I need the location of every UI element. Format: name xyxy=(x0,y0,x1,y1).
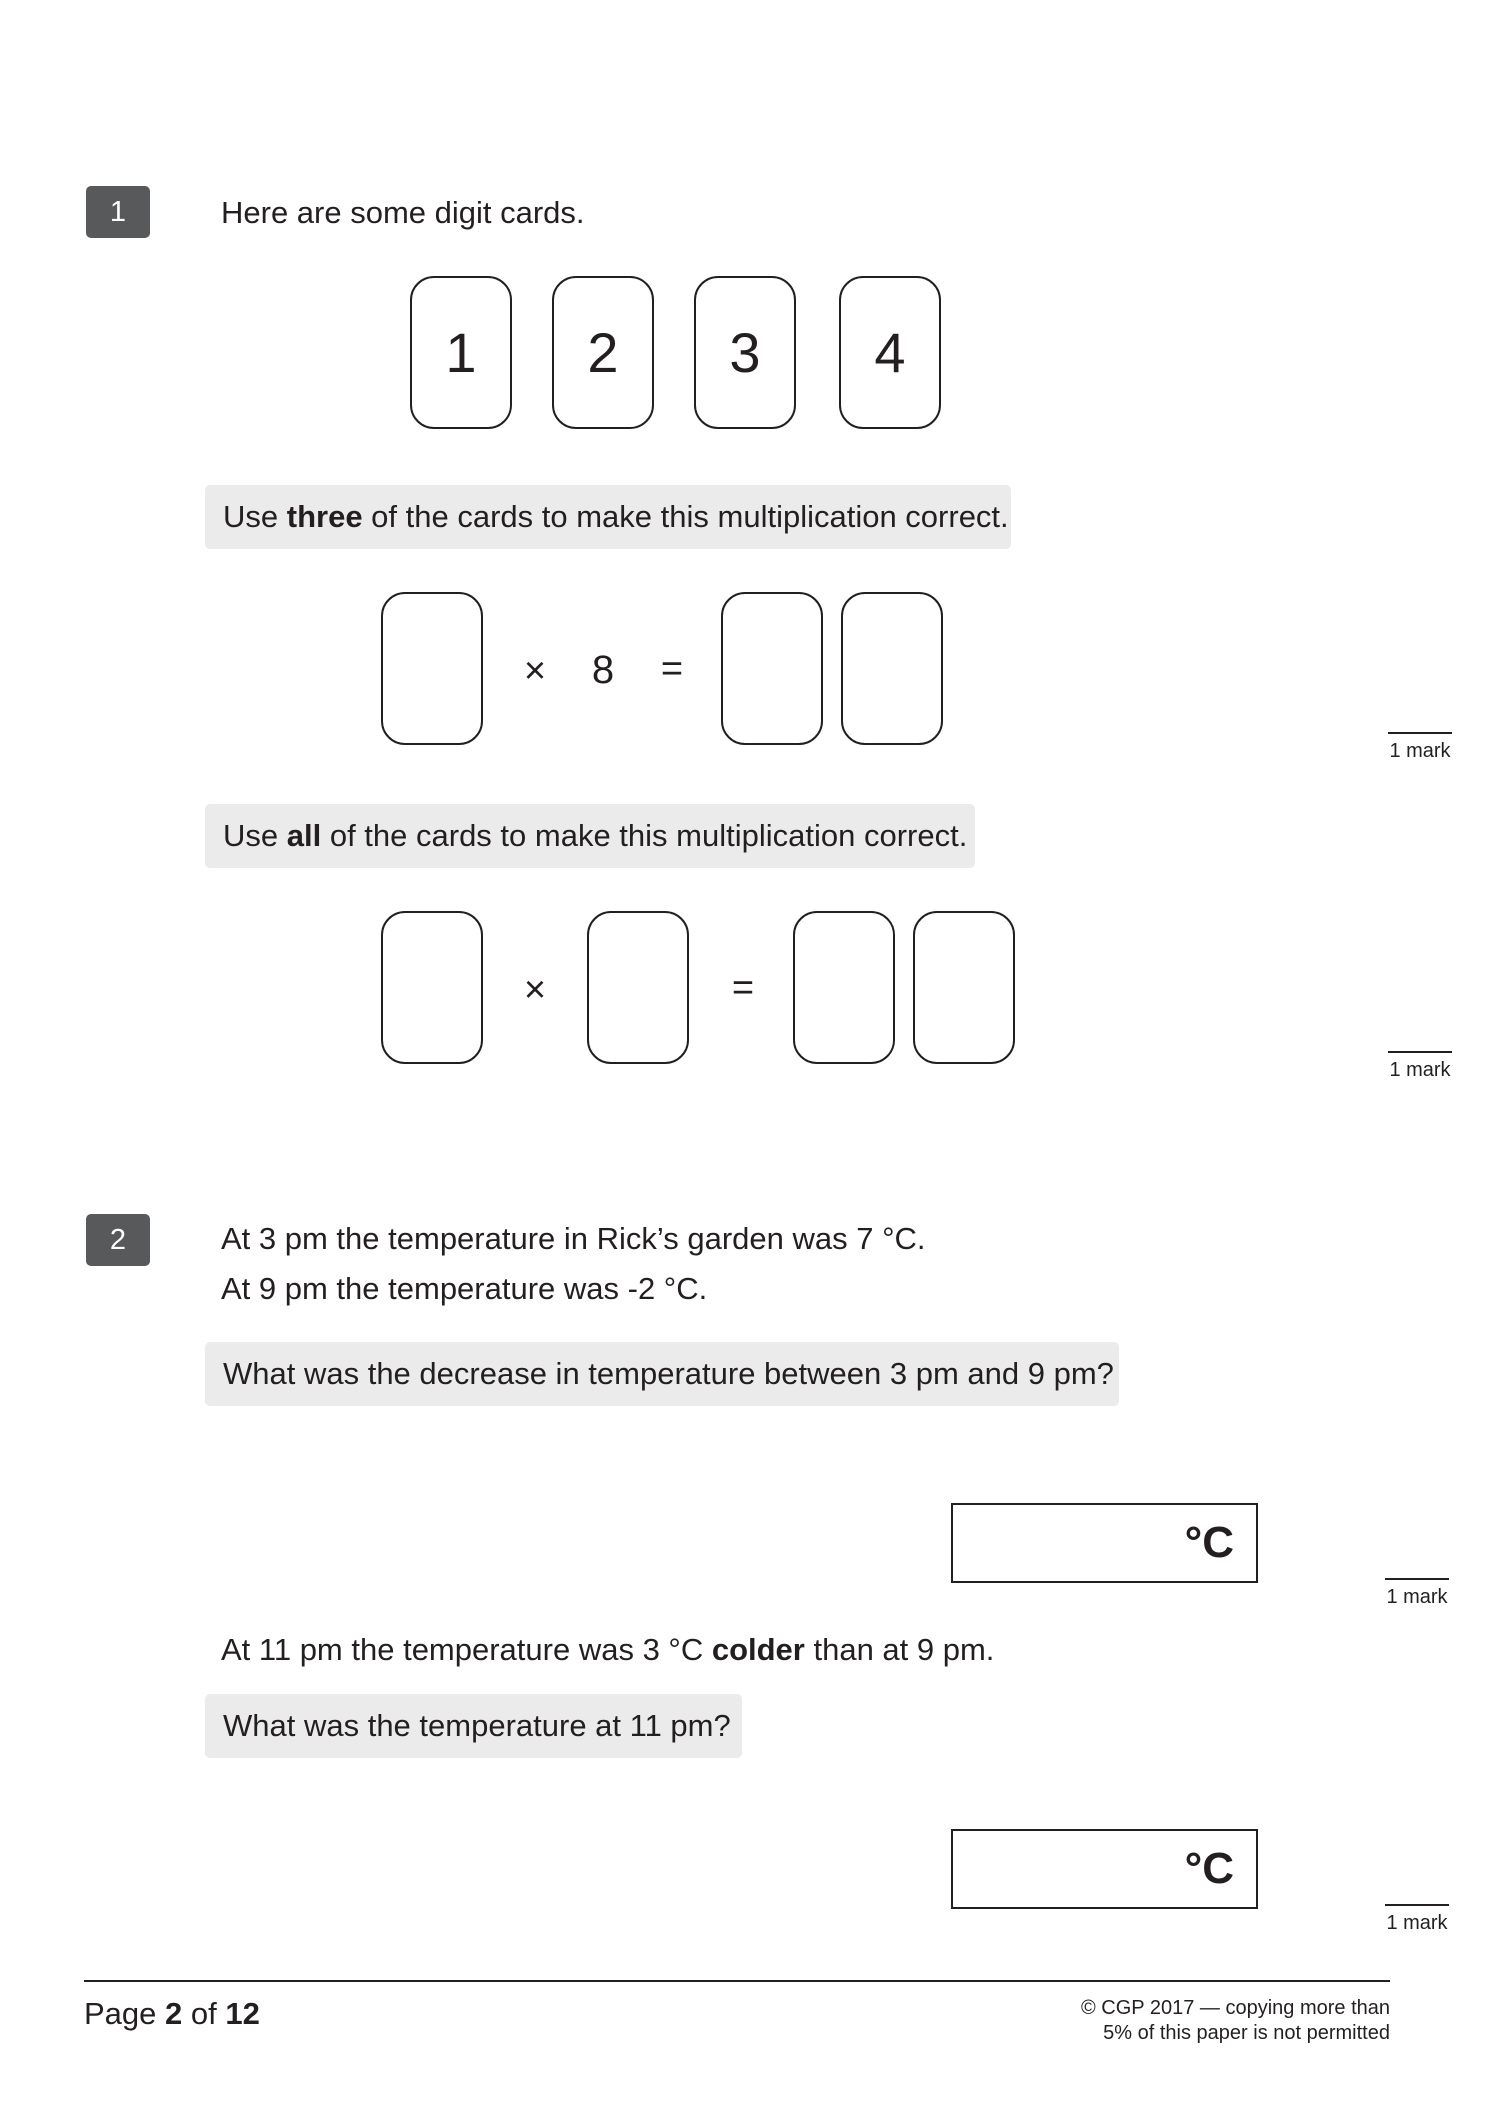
mark-label: 1 mark xyxy=(1389,740,1451,762)
given-factor: 8 xyxy=(591,648,615,692)
question-2-number: 2 xyxy=(86,1214,150,1266)
mark-line xyxy=(1385,1578,1449,1580)
celsius-unit: °C xyxy=(1184,1844,1234,1893)
copyright-line-2: 5% of this paper is not permitted xyxy=(1103,2022,1390,2044)
answer-box-product-tens[interactable] xyxy=(793,911,895,1064)
times-sign: × xyxy=(523,969,547,1011)
question-2b-mark xyxy=(1385,1904,1449,1935)
mark-line xyxy=(1388,732,1452,734)
times-sign: × xyxy=(523,650,547,692)
question-1a-instruction xyxy=(205,485,1011,549)
question-2-line-2: At 9 pm the temperature was -2 °C. xyxy=(221,1271,708,1306)
page-number xyxy=(84,1996,260,2032)
instruction-text-post: of the cards to make this multiplication correct. xyxy=(321,818,968,853)
mark-label: 1 mark xyxy=(1386,1912,1448,1934)
statement-text-bold: colder xyxy=(711,1632,805,1667)
mark-line xyxy=(1385,1904,1449,1906)
statement-text-pre: At 11 pm the temperature was 3 °C xyxy=(221,1632,712,1667)
instruction-text-bold: all xyxy=(286,818,322,853)
instruction-text-post: of the cards to make this multiplication correct. xyxy=(362,499,1009,534)
answer-box-factor-1[interactable] xyxy=(381,911,483,1064)
page-current: 2 xyxy=(165,1996,183,2031)
page-of: of xyxy=(182,1996,226,2031)
question-1-intro: Here are some digit cards. xyxy=(221,195,585,230)
footer-divider xyxy=(84,1980,1390,1982)
question-1-number: 1 xyxy=(86,186,150,238)
page-total: 12 xyxy=(225,1996,260,2031)
instruction-text-bold: three xyxy=(286,499,363,534)
celsius-unit: °C xyxy=(1184,1518,1234,1567)
question-2-line-1: At 3 pm the temperature in Rick’s garden was 7 °C. xyxy=(221,1221,926,1256)
page-label: Page xyxy=(84,1996,166,2031)
statement-text-post: than at 9 pm. xyxy=(804,1632,995,1667)
copyright-notice xyxy=(1081,1996,1390,2046)
answer-box-factor-2[interactable] xyxy=(587,911,689,1064)
digit-card-1: 1 xyxy=(410,276,512,429)
question-1b-instruction xyxy=(205,804,975,868)
question-2b-instruction: What was the temperature at 11 pm? xyxy=(205,1694,742,1758)
question-2a-instruction: What was the decrease in temperature between 3 pm and 9 pm? xyxy=(205,1342,1119,1406)
copyright-line-1: © CGP 2017 — copying more than xyxy=(1081,1997,1390,2019)
digit-card-3: 3 xyxy=(694,276,796,429)
instruction-text-pre: Use xyxy=(223,499,287,534)
question-1a-mark xyxy=(1388,732,1452,763)
mark-label: 1 mark xyxy=(1386,1586,1448,1608)
answer-box-product-ones[interactable] xyxy=(913,911,1015,1064)
question-2a-mark xyxy=(1385,1578,1449,1609)
digit-card-2: 2 xyxy=(552,276,654,429)
question-2-statement xyxy=(221,1631,994,1668)
question-1b-mark xyxy=(1388,1051,1452,1082)
mark-label: 1 mark xyxy=(1389,1059,1451,1081)
answer-box-multiplicand[interactable] xyxy=(381,592,483,745)
digit-card-4: 4 xyxy=(839,276,941,429)
equals-sign: = xyxy=(731,967,755,1009)
question-2a-answer-box[interactable] xyxy=(951,1503,1258,1583)
equals-sign: = xyxy=(660,648,684,690)
answer-box-product-tens[interactable] xyxy=(721,592,823,745)
answer-box-product-ones[interactable] xyxy=(841,592,943,745)
question-2b-answer-box[interactable] xyxy=(951,1829,1258,1909)
mark-line xyxy=(1388,1051,1452,1053)
instruction-text-pre: Use xyxy=(223,818,287,853)
